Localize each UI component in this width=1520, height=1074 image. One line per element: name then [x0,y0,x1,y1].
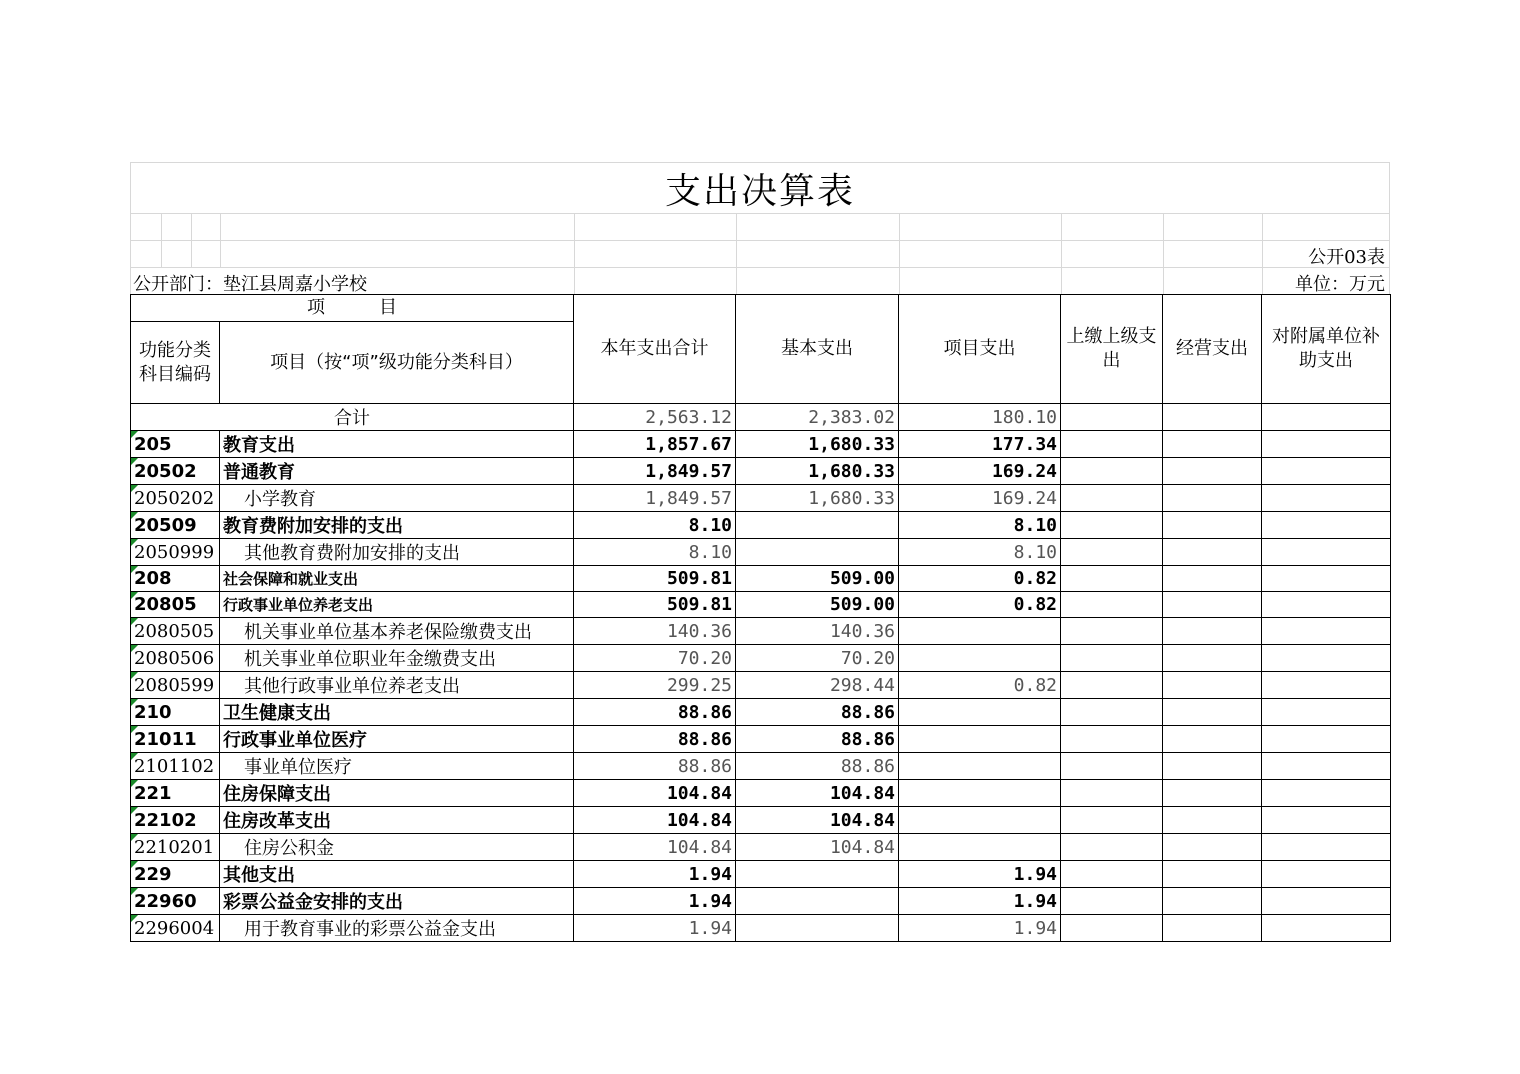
row-code: 22960 [131,888,220,915]
row-code: 2050999 [131,539,220,566]
empty-cell [1262,726,1391,753]
row-code: 205 [131,431,220,458]
total-label: 合计 [131,404,574,431]
row-total: 104.84 [574,780,736,807]
row-code: 2080599 [131,672,220,699]
row-total: 88.86 [574,726,736,753]
empty-cell [1262,618,1391,645]
empty-cell [1262,431,1391,458]
row-name: 教育支出 [220,431,574,458]
row-basic: 140.36 [736,618,899,645]
row-project: 1.94 [899,861,1061,888]
empty-cell [1262,485,1391,512]
empty-cell [1163,672,1262,699]
empty-cell [1163,645,1262,672]
row-project: 169.24 [899,485,1061,512]
empty-cell [1061,566,1163,592]
blank-grid-row [130,214,1390,241]
row-project: 0.82 [899,566,1061,592]
row-basic: 104.84 [736,780,899,807]
row-code: 2050202 [131,485,220,512]
empty-cell [1262,566,1391,592]
table-row [131,699,1391,726]
empty-cell [1163,888,1262,915]
row-project: 1.94 [899,915,1061,942]
empty-cell [1163,753,1262,780]
row-total: 1,857.67 [574,431,736,458]
form-code-row [130,241,1390,268]
row-total: 1,849.57 [574,458,736,485]
row-project: 0.82 [899,592,1061,618]
table-row [131,672,1391,699]
row-total: 140.36 [574,618,736,645]
row-total: 1.94 [574,888,736,915]
total-row [131,404,1391,431]
row-basic: 1,680.33 [736,485,899,512]
row-project [899,753,1061,780]
empty-cell [1163,699,1262,726]
row-basic [736,861,899,888]
row-name: 行政事业单位医疗 [220,726,574,753]
table-row [131,485,1391,512]
code-header: 功能分类科目编码 [131,322,220,404]
row-total: 70.20 [574,645,736,672]
empty-cell [1262,592,1391,618]
row-total: 8.10 [574,512,736,539]
row-name: 行政事业单位养老支出 [220,592,574,618]
row-project [899,699,1061,726]
row-basic: 88.86 [736,699,899,726]
row-project: 8.10 [899,512,1061,539]
row-total: 1.94 [574,915,736,942]
total-header: 本年支出合计 [574,295,736,404]
empty-cell [1262,861,1391,888]
row-project: 0.82 [899,672,1061,699]
row-code: 20805 [131,592,220,618]
form-code: 公开03表 [1308,247,1385,268]
row-name: 住房保障支出 [220,780,574,807]
upper-header: 上缴上级支出 [1061,295,1163,404]
total-project: 180.10 [899,404,1061,431]
row-name: 教育费附加安排的支出 [220,512,574,539]
row-project: 1.94 [899,888,1061,915]
row-code: 2296004 [131,915,220,942]
empty-cell [1163,512,1262,539]
empty-cell [1163,807,1262,834]
empty-cell [1061,888,1163,915]
empty-cell [1061,672,1163,699]
empty-cell [1262,699,1391,726]
page-title: 支出决算表 [130,162,1390,214]
business-header: 经营支出 [1163,295,1262,404]
row-basic: 88.86 [736,726,899,753]
row-basic: 104.84 [736,834,899,861]
row-code: 2080506 [131,645,220,672]
table-row [131,888,1391,915]
row-basic: 509.00 [736,592,899,618]
row-code: 20502 [131,458,220,485]
row-name: 其他教育费附加安排的支出 [220,539,574,566]
expenditure-table [130,294,1391,942]
row-basic: 70.20 [736,645,899,672]
empty-cell [1163,834,1262,861]
empty-cell [1262,672,1391,699]
empty-cell [1061,699,1163,726]
subsidy-header: 对附属单位补助支出 [1262,295,1391,404]
table-row [131,861,1391,888]
empty-cell [1061,726,1163,753]
row-name: 事业单位医疗 [220,753,574,780]
row-basic [736,888,899,915]
table-row [131,566,1391,592]
empty-cell [1061,485,1163,512]
row-name: 卫生健康支出 [220,699,574,726]
row-basic [736,539,899,566]
empty-cell [1163,915,1262,942]
table-row [131,753,1391,780]
row-code: 2210201 [131,834,220,861]
empty-cell [1061,512,1163,539]
empty-cell [1262,512,1391,539]
row-total: 1,849.57 [574,485,736,512]
empty-cell [1061,780,1163,807]
row-total: 1.94 [574,861,736,888]
total-total: 2,563.12 [574,404,736,431]
row-name: 机关事业单位职业年金缴费支出 [220,645,574,672]
row-project [899,807,1061,834]
table-row [131,780,1391,807]
table-row [131,645,1391,672]
row-basic: 1,680.33 [736,458,899,485]
table-row [131,834,1391,861]
row-project: 8.10 [899,539,1061,566]
empty-cell [1163,431,1262,458]
table-row [131,915,1391,942]
row-code: 2101102 [131,753,220,780]
empty-cell [1061,458,1163,485]
empty-cell [1163,726,1262,753]
empty-cell [1262,834,1391,861]
row-project: 169.24 [899,458,1061,485]
row-project [899,780,1061,807]
row-basic: 509.00 [736,566,899,592]
empty-cell [1061,807,1163,834]
unit-label: 单位：万元 [1295,274,1385,295]
row-name: 彩票公益金安排的支出 [220,888,574,915]
empty-cell [1163,539,1262,566]
empty-cell [1262,780,1391,807]
department-row [130,268,1390,295]
row-code: 20509 [131,512,220,539]
row-project: 177.34 [899,431,1061,458]
row-name: 社会保障和就业支出 [220,566,574,592]
empty-cell [1163,861,1262,888]
row-name: 小学教育 [220,485,574,512]
row-total: 299.25 [574,672,736,699]
table-row [131,458,1391,485]
empty-cell [1262,458,1391,485]
empty-cell [1262,645,1391,672]
row-name: 住房公积金 [220,834,574,861]
table-row [131,539,1391,566]
row-total: 509.81 [574,592,736,618]
total-basic: 2,383.02 [736,404,899,431]
empty-cell [1163,592,1262,618]
empty-cell [1262,915,1391,942]
row-total: 88.86 [574,753,736,780]
row-name: 住房改革支出 [220,807,574,834]
row-project [899,834,1061,861]
table-row [131,592,1391,618]
row-total: 104.84 [574,834,736,861]
empty-cell [1163,618,1262,645]
row-name: 用于教育事业的彩票公益金支出 [220,915,574,942]
row-basic: 104.84 [736,807,899,834]
empty-cell [1061,861,1163,888]
empty-cell [1061,618,1163,645]
table-row [131,431,1391,458]
row-code: 221 [131,780,220,807]
empty-cell [1061,592,1163,618]
row-basic [736,512,899,539]
row-total: 509.81 [574,566,736,592]
item-group-header: 项 目 [131,295,574,322]
empty-cell [1061,539,1163,566]
empty-cell [1061,834,1163,861]
empty-cell [1061,645,1163,672]
row-total: 104.84 [574,807,736,834]
basic-header: 基本支出 [736,295,899,404]
row-code: 21011 [131,726,220,753]
empty-cell [1163,780,1262,807]
row-total: 88.86 [574,699,736,726]
table-row [131,807,1391,834]
row-code: 210 [131,699,220,726]
empty-cell [1163,485,1262,512]
row-name: 其他支出 [220,861,574,888]
row-basic: 1,680.33 [736,431,899,458]
row-basic: 88.86 [736,753,899,780]
row-basic [736,915,899,942]
empty-cell [1163,458,1262,485]
empty-cell [1061,915,1163,942]
empty-cell [1262,539,1391,566]
empty-cell [1262,888,1391,915]
row-project [899,726,1061,753]
table-row [131,726,1391,753]
empty-cell [1061,753,1163,780]
row-name: 机关事业单位基本养老保险缴费支出 [220,618,574,645]
empty-cell [1061,431,1163,458]
empty-cell [1262,807,1391,834]
row-name: 其他行政事业单位养老支出 [220,672,574,699]
row-project [899,645,1061,672]
row-project [899,618,1061,645]
row-code: 22102 [131,807,220,834]
row-basic: 298.44 [736,672,899,699]
department-label: 公开部门：垫江县周嘉小学校 [133,274,367,295]
table-row [131,512,1391,539]
row-code: 229 [131,861,220,888]
empty-cell [1262,753,1391,780]
row-code: 208 [131,566,220,592]
table-row [131,618,1391,645]
row-total: 8.10 [574,539,736,566]
empty-cell [1163,566,1262,592]
row-name: 普通教育 [220,458,574,485]
project-header: 项目支出 [899,295,1061,404]
row-code: 2080505 [131,618,220,645]
name-header: 项目（按“项”级功能分类科目） [220,322,574,404]
